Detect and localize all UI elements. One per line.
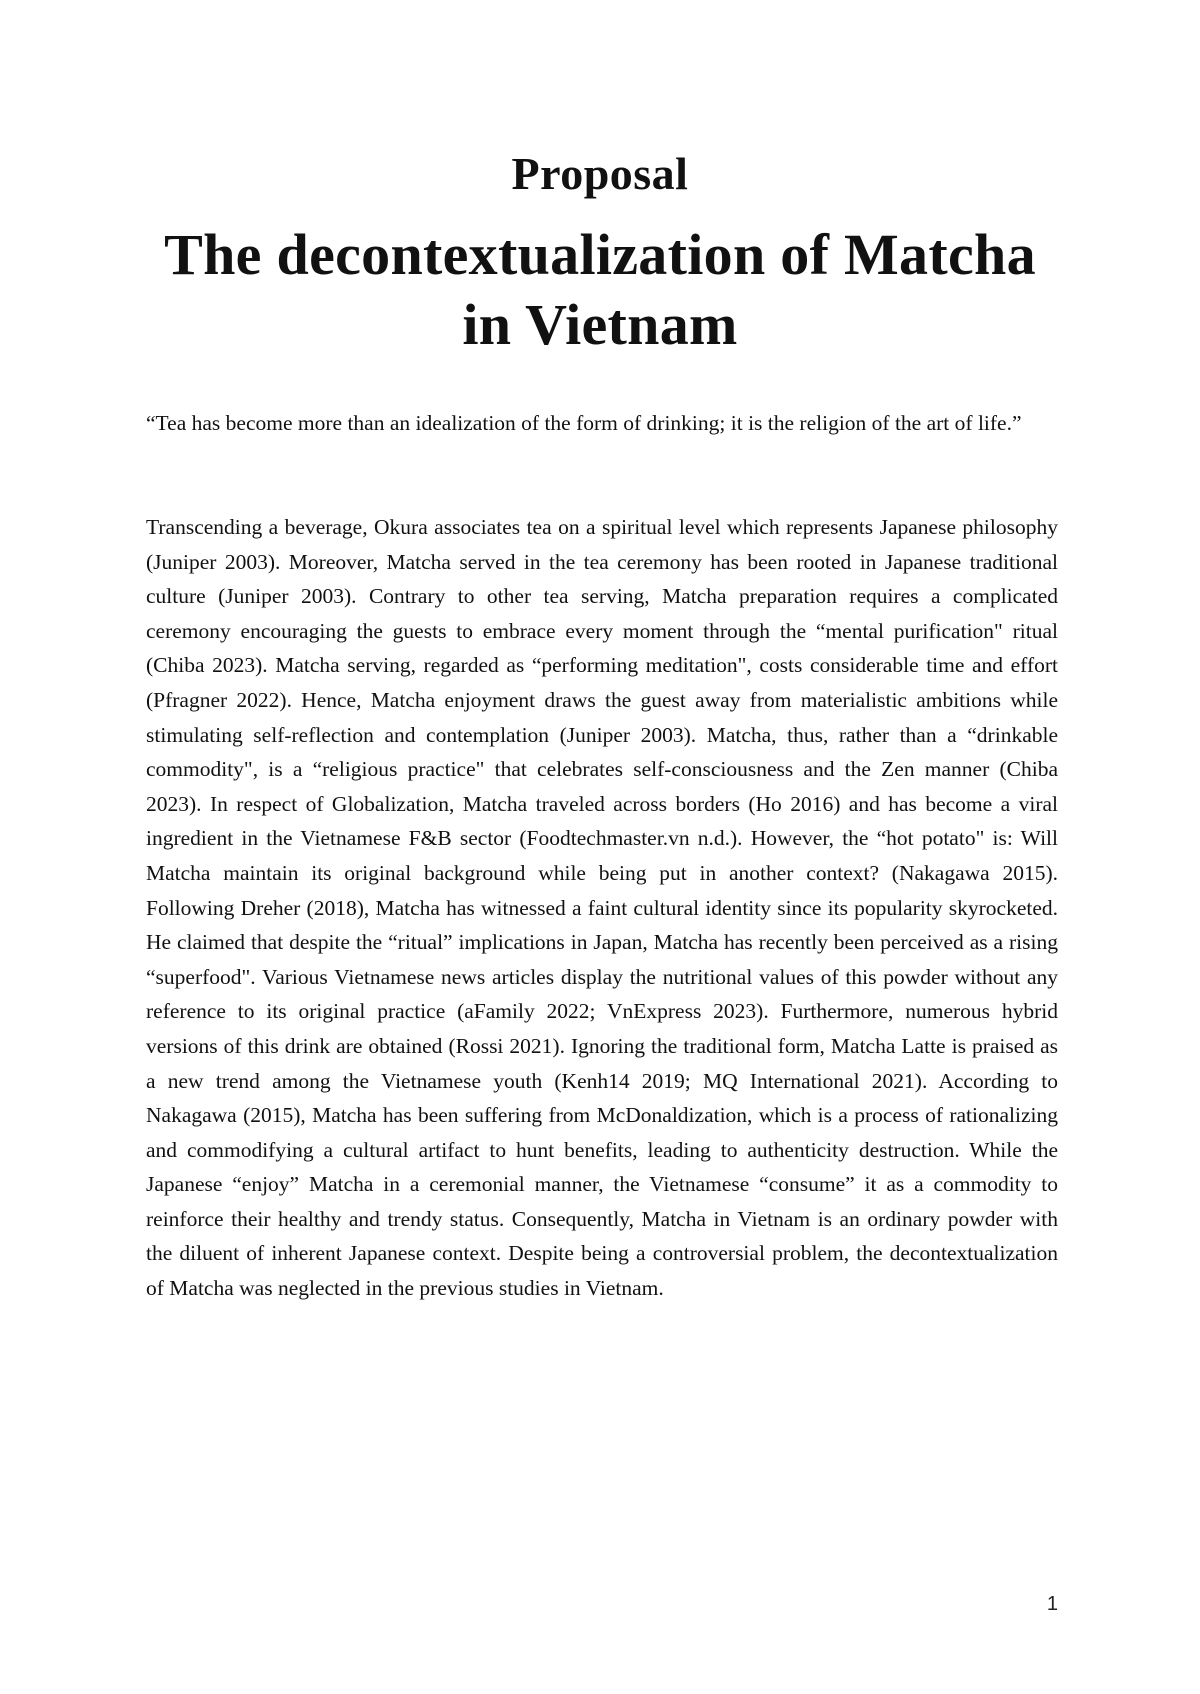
opening-quote: “Tea has become more than an idealization of the form of drinking; it is the religion of the art of life.” [146,411,1022,435]
document-type-heading: Proposal [511,148,689,199]
title-block [140,146,1060,360]
document-title-line-2: in Vietnam [462,292,738,357]
page-number: 1 [1046,1593,1058,1615]
body-paragraph: Transcending a beverage, Okura associates tea on a spiritual level which represents Japanese philosophy (Juniper 2003). Moreover, Matcha served in the tea ceremony has been rooted in Japanese traditional culture (Juniper 2003). Contrary to other tea serving, Matcha preparation requires a complicated ceremony encouraging the guests to embrace every moment through the “mental purification" ritual (Chiba 2023). Matcha serving, regarded as “performing meditation", costs considerable time and effort (Pfragner 2022). Hence, Matcha enjoyment draws the guest away from materialistic ambitions while stimulating self-reflection and contemplation (Juniper 2003). Matcha, thus, rather than a “drinkable commodity", is a “religious practice" that celebrates self-consciousness and the Zen manner (Chiba 2023). In respect of Globalization, Matcha traveled across borders (Ho 2016) and has become a viral ingredient in the Vietnamese F&B sector (Foodtechmaster.vn n.d.). However, the “hot potato" is: Will Matcha maintain its original background while being put in another context? (Nakagawa 2015). Following Dreher (2018), Matcha has witnessed a faint cultural identity since its popularity skyrocketed. He claimed that despite the “ritual” implications in Japan, Matcha has recently been perceived as a rising “superfood". Various Vietnamese news articles display the nutritional values of this powder without any reference to its original practice (aFamily 2022; VnExpress 2023). Furthermore, numerous hybrid versions of this drink are obtained (Rossi 2021). Ignoring the traditional form, Matcha Latte is praised as a new trend among the Vietnamese youth (Kenh14 2019; MQ International 2021). According to Nakagawa (2015), Matcha has been suffering from McDonaldization, which is a process of rationalizing and commodifying a cultural artifact to hunt benefits, leading to authenticity destruction. While the Japanese “enjoy” Matcha in a ceremonial manner, the Vietnamese “consume” it as a commodity to reinforce their healthy and trendy status. Consequently, Matcha in Vietnam is an ordinary powder with the diluent of inherent Japanese context. Despite being a controversial problem, the decontextualization of Matcha was neglected in the previous studies in Vietnam. [146,515,1058,1301]
document-title-line-1: The decontextualization of Matcha [164,222,1036,287]
